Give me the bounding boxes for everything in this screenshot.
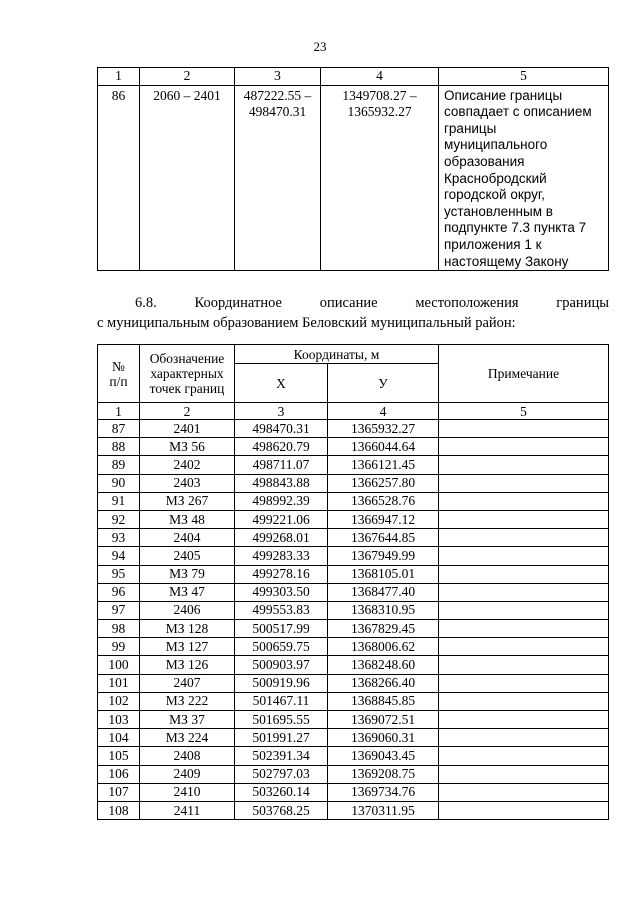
x-to: 498470.31 bbox=[248, 104, 307, 120]
row-number: 108 bbox=[98, 801, 140, 819]
point-designation: 2409 bbox=[140, 765, 235, 783]
col-number: 1 bbox=[98, 403, 140, 420]
row-note bbox=[439, 638, 609, 656]
row-note bbox=[439, 583, 609, 601]
point-designation: 2405 bbox=[140, 547, 235, 565]
row-note bbox=[439, 801, 609, 819]
note-header: Примечание bbox=[439, 345, 609, 403]
row-note bbox=[439, 729, 609, 747]
row-number: 92 bbox=[98, 510, 140, 528]
x-coordinate: 498711.07 bbox=[235, 456, 328, 474]
y-coordinate: 1366121.45 bbox=[328, 456, 439, 474]
section-number: 6.8. bbox=[135, 295, 157, 311]
point-designation: 2404 bbox=[140, 529, 235, 547]
point-designation: МЗ 126 bbox=[140, 656, 235, 674]
row-number: 98 bbox=[98, 620, 140, 638]
header-text: № bbox=[112, 358, 125, 374]
y-coordinate: 1366947.12 bbox=[328, 510, 439, 528]
table-row bbox=[98, 474, 609, 492]
x-coordinate: 500903.97 bbox=[235, 656, 328, 674]
y-coordinate: 1368845.85 bbox=[328, 692, 439, 710]
row-number: 88 bbox=[98, 438, 140, 456]
point-designation: МЗ 128 bbox=[140, 620, 235, 638]
description-line: настоящему Закону bbox=[444, 253, 569, 269]
section-word: описание bbox=[319, 295, 378, 311]
description-line: муниципального bbox=[444, 137, 548, 153]
row-number: 104 bbox=[98, 729, 140, 747]
x-coordinate: 503768.25 bbox=[235, 801, 328, 819]
x-coordinate: 498843.88 bbox=[235, 474, 328, 492]
page-number: 23 bbox=[313, 39, 327, 54]
section-word: границы bbox=[556, 295, 609, 311]
y-coordinate: 1365932.27 bbox=[328, 420, 439, 438]
col-number: 2 bbox=[140, 68, 235, 86]
y-coordinate: 1367829.45 bbox=[328, 620, 439, 638]
y-coordinate: 1366257.80 bbox=[328, 474, 439, 492]
row-note bbox=[439, 420, 609, 438]
row-note bbox=[439, 438, 609, 456]
x-range bbox=[235, 85, 321, 271]
row-number: 87 bbox=[98, 420, 140, 438]
y-coordinate: 1368477.40 bbox=[328, 583, 439, 601]
col-number: 1 bbox=[98, 68, 140, 86]
row-number: 100 bbox=[98, 656, 140, 674]
point-designation: 2401 bbox=[140, 420, 235, 438]
x-coordinate: 499553.83 bbox=[235, 601, 328, 619]
col-number: 4 bbox=[321, 68, 439, 86]
continuation-table bbox=[97, 67, 609, 271]
table-row bbox=[98, 583, 609, 601]
row-note bbox=[439, 620, 609, 638]
row-note bbox=[439, 711, 609, 729]
y-coordinate: 1368006.62 bbox=[328, 638, 439, 656]
x-coordinate: 499221.06 bbox=[235, 510, 328, 528]
table-row bbox=[98, 638, 609, 656]
table-row bbox=[98, 547, 609, 565]
row-note bbox=[439, 529, 609, 547]
point-designation: МЗ 127 bbox=[140, 638, 235, 656]
description-line: приложения 1 к bbox=[444, 236, 542, 252]
table-row bbox=[98, 420, 609, 438]
point-designation: МЗ 224 bbox=[140, 729, 235, 747]
x-coordinate: 499303.50 bbox=[235, 583, 328, 601]
section-word: местоположения bbox=[415, 295, 519, 311]
col-number: 3 bbox=[235, 68, 321, 86]
header-text: п/п bbox=[109, 373, 128, 389]
y-to: 1365932.27 bbox=[347, 104, 412, 120]
col-number: 5 bbox=[439, 403, 609, 420]
x-coordinate: 498620.79 bbox=[235, 438, 328, 456]
x-coordinate: 502797.03 bbox=[235, 765, 328, 783]
row-note bbox=[439, 456, 609, 474]
x-coordinate: 499278.16 bbox=[235, 565, 328, 583]
y-range bbox=[321, 85, 439, 271]
row-number: 106 bbox=[98, 765, 140, 783]
x-header: Х bbox=[235, 364, 328, 403]
designation-header bbox=[140, 345, 235, 403]
row-note bbox=[439, 674, 609, 692]
point-designation: МЗ 79 bbox=[140, 565, 235, 583]
table-row bbox=[98, 711, 609, 729]
description-line: установленным в bbox=[444, 203, 553, 219]
y-coordinate: 1366528.76 bbox=[328, 492, 439, 510]
row-number: 107 bbox=[98, 783, 140, 801]
num-header bbox=[98, 345, 140, 403]
row-note bbox=[439, 765, 609, 783]
point-designation: МЗ 56 bbox=[140, 438, 235, 456]
description-line: границы bbox=[444, 120, 497, 136]
table-row bbox=[98, 620, 609, 638]
point-designation: МЗ 267 bbox=[140, 492, 235, 510]
x-coordinate: 499268.01 bbox=[235, 529, 328, 547]
section-line-2: с муниципальным образованием Беловский муниципальный район: bbox=[97, 315, 516, 331]
x-from: 487222.55 – bbox=[243, 87, 312, 103]
x-coordinate: 503260.14 bbox=[235, 783, 328, 801]
x-coordinate: 498470.31 bbox=[235, 420, 328, 438]
y-coordinate: 1368310.95 bbox=[328, 601, 439, 619]
table-row bbox=[98, 765, 609, 783]
description-line: Краснобродский bbox=[444, 170, 547, 186]
y-coordinate: 1369043.45 bbox=[328, 747, 439, 765]
y-coordinate: 1369060.31 bbox=[328, 729, 439, 747]
table-row bbox=[98, 438, 609, 456]
table-row bbox=[98, 674, 609, 692]
row-note bbox=[439, 474, 609, 492]
row-number: 90 bbox=[98, 474, 140, 492]
row-number: 102 bbox=[98, 692, 140, 710]
y-coordinate: 1366044.64 bbox=[328, 438, 439, 456]
y-coordinate: 1368105.01 bbox=[328, 565, 439, 583]
row-note bbox=[439, 601, 609, 619]
row-number: 95 bbox=[98, 565, 140, 583]
table-row bbox=[98, 85, 609, 271]
point-designation: МЗ 47 bbox=[140, 583, 235, 601]
table-row bbox=[98, 656, 609, 674]
x-coordinate: 502391.34 bbox=[235, 747, 328, 765]
row-number: 89 bbox=[98, 456, 140, 474]
table-row bbox=[98, 747, 609, 765]
table-row bbox=[98, 801, 609, 819]
description-line: городской округ, bbox=[444, 187, 545, 203]
y-coordinate: 1370311.95 bbox=[328, 801, 439, 819]
x-coordinate: 501695.55 bbox=[235, 711, 328, 729]
row-number: 99 bbox=[98, 638, 140, 656]
x-coordinate: 501991.27 bbox=[235, 729, 328, 747]
col-number: 5 bbox=[439, 68, 609, 86]
col-number: 2 bbox=[140, 403, 235, 420]
table-row bbox=[98, 729, 609, 747]
table-row bbox=[98, 456, 609, 474]
table-row bbox=[98, 692, 609, 710]
y-from: 1349708.27 – bbox=[342, 87, 417, 103]
row-note bbox=[439, 783, 609, 801]
col-number: 3 bbox=[235, 403, 328, 420]
header-text: Обозначение bbox=[149, 351, 225, 366]
row-number: 101 bbox=[98, 674, 140, 692]
x-coordinate: 500517.99 bbox=[235, 620, 328, 638]
y-coordinate: 1368266.40 bbox=[328, 674, 439, 692]
row-note bbox=[439, 747, 609, 765]
y-coordinate: 1369072.51 bbox=[328, 711, 439, 729]
points-range: 2060 – 2401 bbox=[140, 85, 235, 271]
y-coordinate: 1369208.75 bbox=[328, 765, 439, 783]
description-line: подпункте 7.3 пункта 7 bbox=[444, 220, 587, 236]
point-designation: 2411 bbox=[140, 801, 235, 819]
y-header: У bbox=[328, 364, 439, 403]
row-number: 97 bbox=[98, 601, 140, 619]
point-designation: 2406 bbox=[140, 601, 235, 619]
x-coordinate: 500919.96 bbox=[235, 674, 328, 692]
header-text: характерных bbox=[150, 366, 224, 381]
y-coordinate: 1369734.76 bbox=[328, 783, 439, 801]
y-coordinate: 1367949.99 bbox=[328, 547, 439, 565]
x-coordinate: 501467.11 bbox=[235, 692, 328, 710]
row-number: 94 bbox=[98, 547, 140, 565]
y-coordinate: 1368248.60 bbox=[328, 656, 439, 674]
table1-column-numbers bbox=[98, 68, 609, 86]
section-word: Координатное bbox=[194, 295, 282, 311]
y-coordinate: 1367644.85 bbox=[328, 529, 439, 547]
row-note bbox=[439, 492, 609, 510]
point-designation: МЗ 222 bbox=[140, 692, 235, 710]
row-note bbox=[439, 547, 609, 565]
row-number: 103 bbox=[98, 711, 140, 729]
boundary-description bbox=[439, 85, 609, 271]
description-line: совпадает с описанием bbox=[444, 104, 592, 120]
row-number: 91 bbox=[98, 492, 140, 510]
point-designation: МЗ 48 bbox=[140, 510, 235, 528]
x-coordinate: 499283.33 bbox=[235, 547, 328, 565]
table-row bbox=[98, 601, 609, 619]
point-designation: 2403 bbox=[140, 474, 235, 492]
col-number: 4 bbox=[328, 403, 439, 420]
table-row bbox=[98, 510, 609, 528]
row-number: 93 bbox=[98, 529, 140, 547]
row-note bbox=[439, 656, 609, 674]
point-designation: МЗ 37 bbox=[140, 711, 235, 729]
table-row bbox=[98, 529, 609, 547]
point-designation: 2402 bbox=[140, 456, 235, 474]
point-designation: 2410 bbox=[140, 783, 235, 801]
description-line: Описание границы bbox=[444, 87, 563, 103]
description-line: образования bbox=[444, 153, 525, 169]
coordinates-header: Координаты, м bbox=[235, 345, 439, 364]
table-row bbox=[98, 783, 609, 801]
table-row bbox=[98, 565, 609, 583]
table-row bbox=[98, 492, 609, 510]
row-note bbox=[439, 692, 609, 710]
row-note bbox=[439, 510, 609, 528]
row-note bbox=[439, 565, 609, 583]
section-line-1 bbox=[97, 293, 609, 313]
row-number: 86 bbox=[98, 85, 140, 271]
section-paragraph bbox=[97, 293, 609, 333]
x-coordinate: 498992.39 bbox=[235, 492, 328, 510]
row-number: 96 bbox=[98, 583, 140, 601]
point-designation: 2408 bbox=[140, 747, 235, 765]
x-coordinate: 500659.75 bbox=[235, 638, 328, 656]
row-number: 105 bbox=[98, 747, 140, 765]
point-designation: 2407 bbox=[140, 674, 235, 692]
coordinates-table bbox=[97, 344, 609, 820]
header-text: точек границ bbox=[149, 381, 225, 396]
